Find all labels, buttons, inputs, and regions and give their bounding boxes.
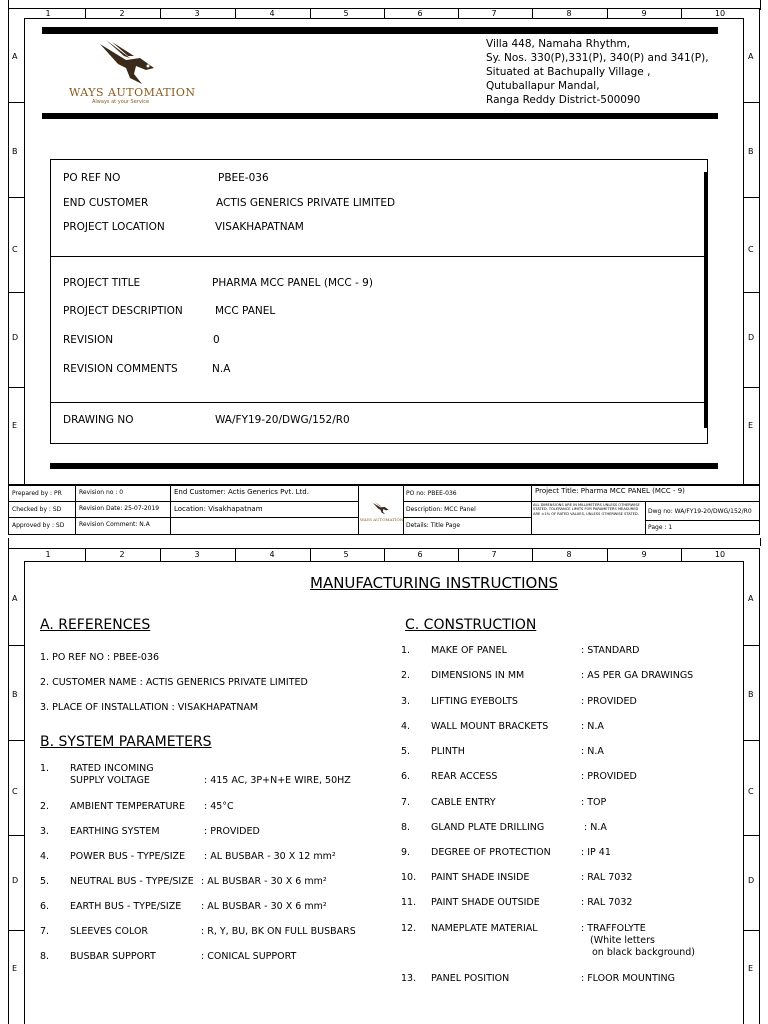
row-sep — [744, 835, 760, 836]
param-value: : 45°C — [204, 801, 234, 812]
construction-label: CABLE ENTRY — [431, 797, 496, 808]
corner-tick — [8, 538, 9, 548]
row-label: B — [748, 147, 754, 156]
col-label: 9 — [641, 550, 647, 559]
info-label: PROJECT TITLE — [63, 277, 141, 289]
construction-label: DEGREE OF PROTECTION — [431, 847, 551, 858]
param-num: 5. — [40, 876, 50, 887]
row-sep — [8, 740, 24, 741]
construction-value: on black background) — [592, 947, 695, 958]
info-value: ACTIS GENERICS PRIVATE LIMITED — [216, 197, 396, 209]
row-label: A — [12, 594, 18, 603]
info-label: PROJECT DESCRIPTION — [63, 305, 183, 317]
col-label: 5 — [343, 9, 349, 18]
po-no: PO no: PBEE-036 — [406, 490, 457, 497]
construction-num: 3. — [401, 696, 411, 707]
col-label: 4 — [269, 550, 275, 559]
col-sep — [235, 548, 236, 561]
tb-line — [170, 501, 358, 502]
construction-value: (White letters — [590, 935, 655, 946]
project-title: Project Title: Pharma MCC PANEL (MCC - 9) — [535, 487, 685, 495]
construction-label: NAMEPLATE MATERIAL — [431, 923, 538, 934]
construction-label: DIMENSIONS IN MM — [431, 670, 525, 681]
col-label: 2 — [119, 550, 125, 559]
construction-num: 9. — [401, 847, 411, 858]
end-customer: End Customer: Actis Generics Pvt. Ltd. — [174, 488, 309, 496]
company-name: WAYS AUTOMATION — [69, 86, 196, 99]
col-label: 7 — [491, 9, 497, 18]
col-sep — [384, 8, 385, 18]
col-label: 1 — [45, 9, 51, 18]
param-label: POWER BUS - TYPE/SIZE — [70, 851, 186, 862]
row-sep — [744, 740, 760, 741]
construction-value: : N.A — [584, 822, 607, 833]
param-num: 8. — [40, 951, 50, 962]
row-label: E — [12, 964, 18, 973]
row-label: D — [12, 876, 19, 885]
col-sep — [384, 548, 385, 561]
tb-line — [645, 520, 760, 521]
param-label: RATED INCOMING — [70, 763, 154, 774]
row-label: D — [748, 333, 755, 342]
col-sep — [310, 8, 311, 18]
tb-line — [75, 485, 76, 535]
info-label: DRAWING NO — [63, 414, 134, 426]
col-label: 6 — [417, 9, 423, 18]
info-label: PO REF NO — [63, 172, 121, 184]
row-label: C — [12, 787, 18, 796]
tb-line — [8, 501, 170, 502]
row-sep — [744, 930, 760, 931]
col-sep — [85, 8, 86, 18]
construction-value: : N.A — [581, 746, 604, 757]
title-block-logo-text: WAYS AUTOMATION — [360, 517, 404, 522]
row-label: E — [12, 421, 18, 430]
param-label: EARTH BUS - TYPE/SIZE — [70, 901, 182, 912]
col-label: 1 — [45, 550, 51, 559]
col-sep — [532, 8, 533, 18]
reference-item: 2. CUSTOMER NAME : ACTIS GENERICS PRIVATE LIMITED — [40, 677, 308, 688]
construction-label: LIFTING EYEBOLTS — [431, 696, 518, 707]
col-label: 3 — [194, 550, 200, 559]
param-value: : AL BUSBAR - 30 X 12 mm² — [204, 851, 336, 862]
construction-label: REAR ACCESS — [431, 771, 498, 782]
corner-tick — [760, 0, 761, 10]
param-value: : R, Y, BU, BK ON FULL BUSBARS — [201, 926, 356, 937]
param-num: 6. — [40, 901, 50, 912]
col-sep — [681, 8, 682, 18]
info-value: WA/FY19-20/DWG/152/R0 — [215, 414, 350, 426]
tb-line — [531, 485, 532, 535]
param-label: SUPPLY VOLTAGE — [70, 775, 150, 786]
col-sep — [160, 548, 161, 561]
param-value: : 415 AC, 3P+N+E WIRE, 50HZ — [204, 775, 351, 786]
col-label: 6 — [417, 550, 423, 559]
param-label: SLEEVES COLOR — [70, 926, 149, 937]
row-label: D — [12, 333, 19, 342]
info-value: VISAKHAPATNAM — [215, 221, 304, 233]
row-label: A — [748, 594, 754, 603]
row-label: E — [748, 964, 754, 973]
row-sep — [8, 387, 24, 388]
approved-by: Approved by : SD — [12, 522, 65, 529]
construction-value: : TRAFFOLYTE — [581, 923, 646, 934]
construction-num: 1. — [401, 645, 411, 656]
row-label: B — [12, 147, 18, 156]
param-num: 4. — [40, 851, 50, 862]
prepared-by: Prepared by : PR — [12, 490, 62, 497]
row-label: B — [748, 690, 754, 699]
tb-line — [170, 485, 171, 535]
info-value: PHARMA MCC PANEL (MCC - 9) — [212, 277, 373, 289]
col-sep — [607, 8, 608, 18]
construction-label: GLAND PLATE DRILLING — [431, 822, 545, 833]
col-sep — [235, 8, 236, 18]
revision-date: Revision Date: 25-07-2019 — [79, 505, 160, 512]
col-label: 8 — [566, 9, 572, 18]
row-label: A — [748, 52, 754, 61]
construction-value: : AS PER GA DRAWINGS — [581, 670, 694, 681]
param-value: : CONICAL SUPPORT — [201, 951, 297, 962]
tb-line — [358, 485, 359, 535]
reference-item: 1. PO REF NO : PBEE-036 — [40, 652, 160, 663]
construction-label: PAINT SHADE INSIDE — [431, 872, 530, 883]
construction-label: WALL MOUNT BRACKETS — [431, 721, 549, 732]
col-sep — [160, 8, 161, 18]
address-line: Qutuballapur Mandal, — [486, 80, 600, 92]
construction-value: : RAL 7032 — [581, 872, 633, 883]
row-label: D — [748, 876, 755, 885]
row-sep — [744, 197, 760, 198]
param-num: 7. — [40, 926, 50, 937]
param-label: NEUTRAL BUS - TYPE/SIZE — [70, 876, 194, 887]
company-tagline: Always at your Service — [92, 99, 150, 105]
location: Location: Visakhapatnam — [174, 505, 263, 513]
row-sep — [8, 835, 24, 836]
col-label: 2 — [119, 9, 125, 18]
construction-num: 4. — [401, 721, 411, 732]
header-bar-bottom — [42, 113, 718, 119]
construction-num: 10. — [401, 872, 417, 883]
description: Description: MCC Panel — [406, 506, 476, 513]
row-label: A — [12, 52, 18, 61]
address-line: Sy. Nos. 330(P),331(P), 340(P) and 341(P), — [486, 52, 709, 64]
section-heading-construction: C. CONSTRUCTION — [405, 617, 537, 633]
param-label: BUSBAR SUPPORT — [70, 951, 156, 962]
param-num: 2. — [40, 801, 50, 812]
col-sep — [532, 548, 533, 561]
info-box-shadow — [704, 172, 707, 428]
details: Details: Title Page — [406, 522, 461, 529]
revision-comment: Revision Comment: N.A — [79, 521, 150, 528]
param-value: : PROVIDED — [204, 826, 260, 837]
construction-value: : PROVIDED — [581, 771, 637, 782]
construction-value: : PROVIDED — [581, 696, 637, 707]
construction-value: : N.A — [581, 721, 604, 732]
info-value: MCC PANEL — [215, 305, 276, 317]
reference-item: 3. PLACE OF INSTALLATION : VISAKHAPATNAM — [40, 702, 259, 713]
tb-line — [403, 501, 531, 502]
address-line: Situated at Bachupally Village , — [486, 66, 651, 78]
tb-line — [403, 517, 531, 518]
construction-num: 11. — [401, 897, 417, 908]
row-sep — [8, 197, 24, 198]
checked-by: Checked by : SD — [12, 506, 62, 513]
col-sep — [85, 548, 86, 561]
row-label: C — [748, 787, 754, 796]
construction-value: : IP 41 — [581, 847, 611, 858]
row-sep — [744, 292, 760, 293]
construction-num: 12. — [401, 923, 417, 934]
col-sep — [458, 8, 459, 18]
info-divider — [50, 256, 708, 257]
info-label: PROJECT LOCATION — [63, 221, 165, 233]
col-label: 4 — [269, 9, 275, 18]
construction-num: 6. — [401, 771, 411, 782]
info-label: END CUSTOMER — [63, 197, 149, 209]
col-label: 5 — [343, 550, 349, 559]
row-label: B — [12, 690, 18, 699]
company-logo-bird-icon — [96, 38, 160, 86]
row-label: E — [748, 421, 754, 430]
col-sep — [458, 548, 459, 561]
info-value: N.A — [212, 363, 231, 375]
col-label: 3 — [194, 9, 200, 18]
header-bar-top — [42, 27, 718, 34]
page-title: MANUFACTURING INSTRUCTIONS — [310, 574, 559, 592]
construction-label: PAINT SHADE OUTSIDE — [431, 897, 540, 908]
address-line: Villa 448, Namaha Rhythm, — [486, 38, 631, 50]
section-heading-system-parameters: B. SYSTEM PARAMETERS — [40, 734, 212, 750]
row-label: C — [12, 245, 18, 254]
row-sep — [744, 645, 760, 646]
row-sep — [744, 387, 760, 388]
construction-value: : RAL 7032 — [581, 897, 633, 908]
tb-line — [170, 517, 358, 518]
construction-label: PANEL POSITION — [431, 973, 510, 984]
construction-num: 2. — [401, 670, 411, 681]
construction-value: : STANDARD — [581, 645, 640, 656]
col-label: 10 — [714, 9, 726, 18]
info-value: 0 — [213, 334, 220, 346]
col-label: 10 — [714, 550, 726, 559]
page-number: Page : 1 — [648, 524, 673, 531]
tb-line — [403, 485, 404, 535]
row-sep — [8, 292, 24, 293]
construction-label: PLINTH — [431, 746, 465, 757]
construction-num: 7. — [401, 797, 411, 808]
param-label: EARTHING SYSTEM — [70, 826, 160, 837]
tolerance-note: ALL DIMENSIONS ARE IN MILLIMETERS UNLESS OTHERWISE STATED. TOLERANCE LIMITS FOR PARAMETERS MEASURED ARE ±1% OF RATED VALUES, UNLESS OTHERWISE STATED. — [533, 503, 640, 516]
param-value: : AL BUSBAR - 30 X 6 mm² — [201, 876, 327, 887]
col-label: 9 — [641, 9, 647, 18]
col-label: 8 — [566, 550, 572, 559]
param-value: : AL BUSBAR - 30 X 6 mm² — [201, 901, 327, 912]
construction-num: 8. — [401, 822, 411, 833]
row-sep — [8, 645, 24, 646]
param-num: 1. — [40, 763, 50, 774]
tb-line — [8, 517, 170, 518]
info-value: PBEE-036 — [218, 172, 269, 184]
tb-line — [645, 501, 646, 535]
construction-label: MAKE OF PANEL — [431, 645, 507, 656]
info-label: REVISION — [63, 334, 114, 346]
section-heading-references: A. REFERENCES — [40, 617, 151, 633]
info-label: REVISION COMMENTS — [63, 363, 178, 375]
title-block-logo-icon — [370, 500, 392, 514]
param-num: 3. — [40, 826, 50, 837]
row-sep — [8, 930, 24, 931]
address-line: Ranga Reddy District-500090 — [486, 94, 641, 106]
corner-tick — [760, 538, 761, 546]
dwg-no: Dwg no: WA/FY19-20/DWG/152/R0 — [648, 508, 752, 515]
construction-value: : TOP — [581, 797, 607, 808]
construction-value: : FLOOR MOUNTING — [581, 973, 676, 984]
construction-num: 13. — [401, 973, 417, 984]
revision-no: Revision no : 0 — [79, 489, 124, 496]
construction-num: 5. — [401, 746, 411, 757]
col-sep — [607, 548, 608, 561]
col-sep — [310, 548, 311, 561]
footer-bar — [50, 463, 718, 469]
param-label: AMBIENT TEMPERATURE — [70, 801, 186, 812]
col-sep — [681, 548, 682, 561]
col-label: 7 — [491, 550, 497, 559]
row-sep — [8, 102, 24, 103]
row-label: C — [748, 245, 754, 254]
info-divider — [50, 402, 708, 403]
row-sep — [744, 102, 760, 103]
